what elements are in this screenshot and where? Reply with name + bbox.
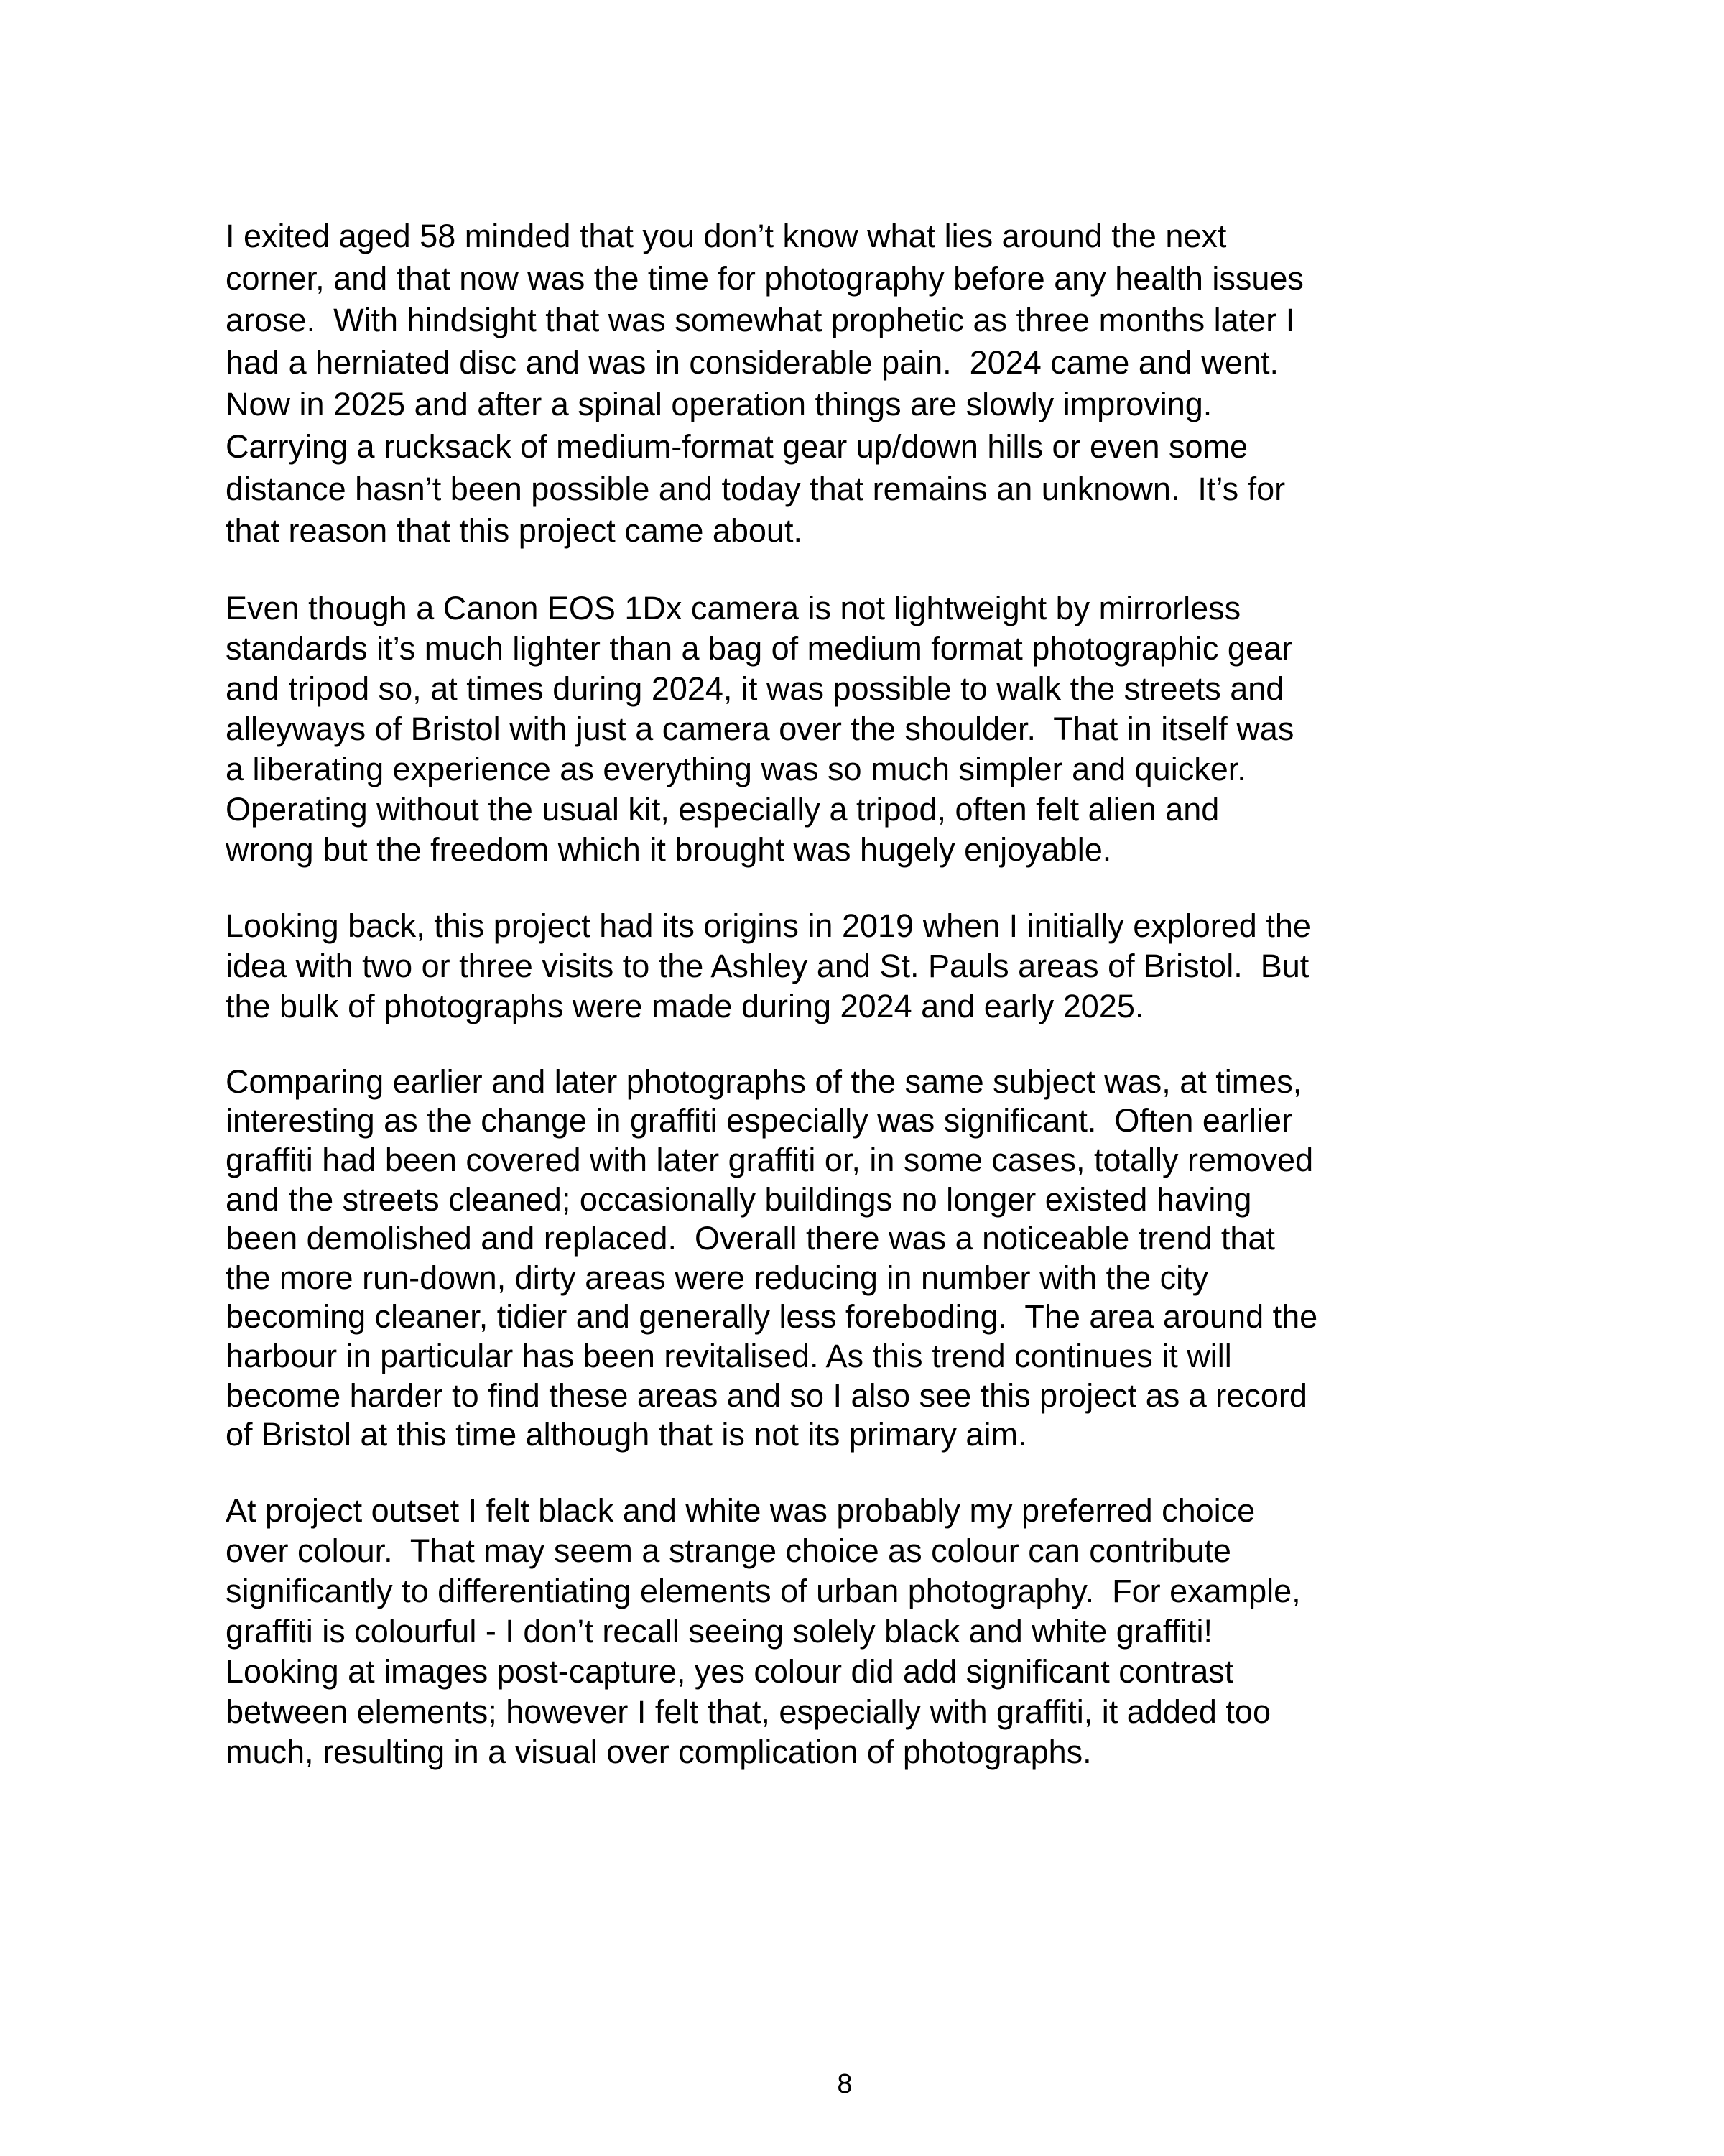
paragraph-2: [226, 588, 1511, 906]
paragraph-line: corner, and that now was the time for photography before any health issues: [226, 259, 1304, 297]
paragraph-line: Looking back, this project had its origins in 2019 when I initially explored the: [226, 907, 1311, 944]
paragraph-line: standards it’s much lighter than a bag of medium format photographic gear: [226, 629, 1292, 667]
paragraph-line: alleyways of Bristol with just a camera over the shoulder. That in itself was: [226, 710, 1294, 747]
paragraph-line: graffiti had been covered with later graffiti or, in some cases, totally removed: [226, 1141, 1314, 1178]
paragraph-line: significantly to differentiating elements of urban photography. For example,: [226, 1572, 1301, 1609]
paragraph-line: the more run-down, dirty areas were reducing in number with the city: [226, 1259, 1209, 1296]
paragraph-line: between elements; however I felt that, especially with graffiti, it added too: [226, 1693, 1271, 1730]
paragraph-line: wrong but the freedom which it brought was hugely enjoyable.: [226, 831, 1112, 868]
paragraph-line: interesting as the change in graffiti especially was significant. Often earlier: [226, 1102, 1292, 1139]
paragraph-line: become harder to find these areas and so I also see this project as a record: [226, 1377, 1307, 1414]
paragraph-line: been demolished and replaced. Overall there was a noticeable trend that: [226, 1220, 1275, 1257]
page-number: 8: [837, 2069, 853, 2099]
paragraph-line: had a herniated disc and was in considerable pain. 2024 came and went.: [226, 343, 1279, 381]
paragraph-line: Operating without the usual kit, especially a tripod, often felt alien and: [226, 790, 1220, 828]
paragraph-line: that reason that this project came about.: [226, 512, 802, 550]
page-body: [226, 216, 1511, 1808]
paragraph-line: idea with two or three visits to the Ashley and St. Pauls areas of Bristol. But: [226, 947, 1310, 984]
paragraph-1: [226, 216, 1511, 588]
paragraph-line: a liberating experience as everything was so much simpler and quicker.: [226, 750, 1246, 787]
paragraph-line: distance hasn’t been possible and today that remains an unknown. It’s for: [226, 470, 1286, 507]
paragraph-5: [226, 1491, 1511, 1808]
paragraph-line: Even though a Canon EOS 1Dx camera is not lightweight by mirrorless: [226, 589, 1241, 626]
paragraph-line: over colour. That may seem a strange choice as colour can contribute: [226, 1532, 1231, 1569]
paragraph-line: graffiti is colourful - I don’t recall seeing solely black and white graffiti!: [226, 1612, 1213, 1650]
paragraph-line: much, resulting in a visual over complication of photographs.: [226, 1733, 1092, 1770]
paragraph-line: becoming cleaner, tidier and generally less foreboding. The area around the: [226, 1298, 1318, 1336]
paragraph-line: and tripod so, at times during 2024, it was possible to walk the streets and: [226, 670, 1284, 707]
paragraph-line: I exited aged 58 minded that you don’t know what lies around the next: [226, 218, 1227, 254]
paragraph-4: [226, 1063, 1511, 1491]
paragraph-line: Looking at images post-capture, yes colour did add significant contrast: [226, 1652, 1234, 1690]
paragraph-line: At project outset I felt black and white was probably my preferred choice: [226, 1491, 1256, 1529]
paragraph-line: harbour in particular has been revitalised. As this trend continues it will: [226, 1337, 1232, 1374]
paragraph-line: of Bristol at this time although that is not its primary aim.: [226, 1416, 1027, 1453]
paragraph-3: [226, 906, 1511, 1063]
paragraph-line: Now in 2025 and after a spinal operation things are slowly improving.: [226, 386, 1213, 423]
paragraph-line: the bulk of photographs were made during 2024 and early 2025.: [226, 987, 1144, 1024]
paragraph-line: Comparing earlier and later photographs of the same subject was, at times,: [226, 1063, 1302, 1100]
paragraph-line: Carrying a rucksack of medium-format gear up/down hills or even some: [226, 427, 1248, 465]
paragraph-line: and the streets cleaned; occasionally buildings no longer existed having: [226, 1180, 1252, 1218]
paragraph-line: arose. With hindsight that was somewhat prophetic as three months later I: [226, 302, 1295, 339]
